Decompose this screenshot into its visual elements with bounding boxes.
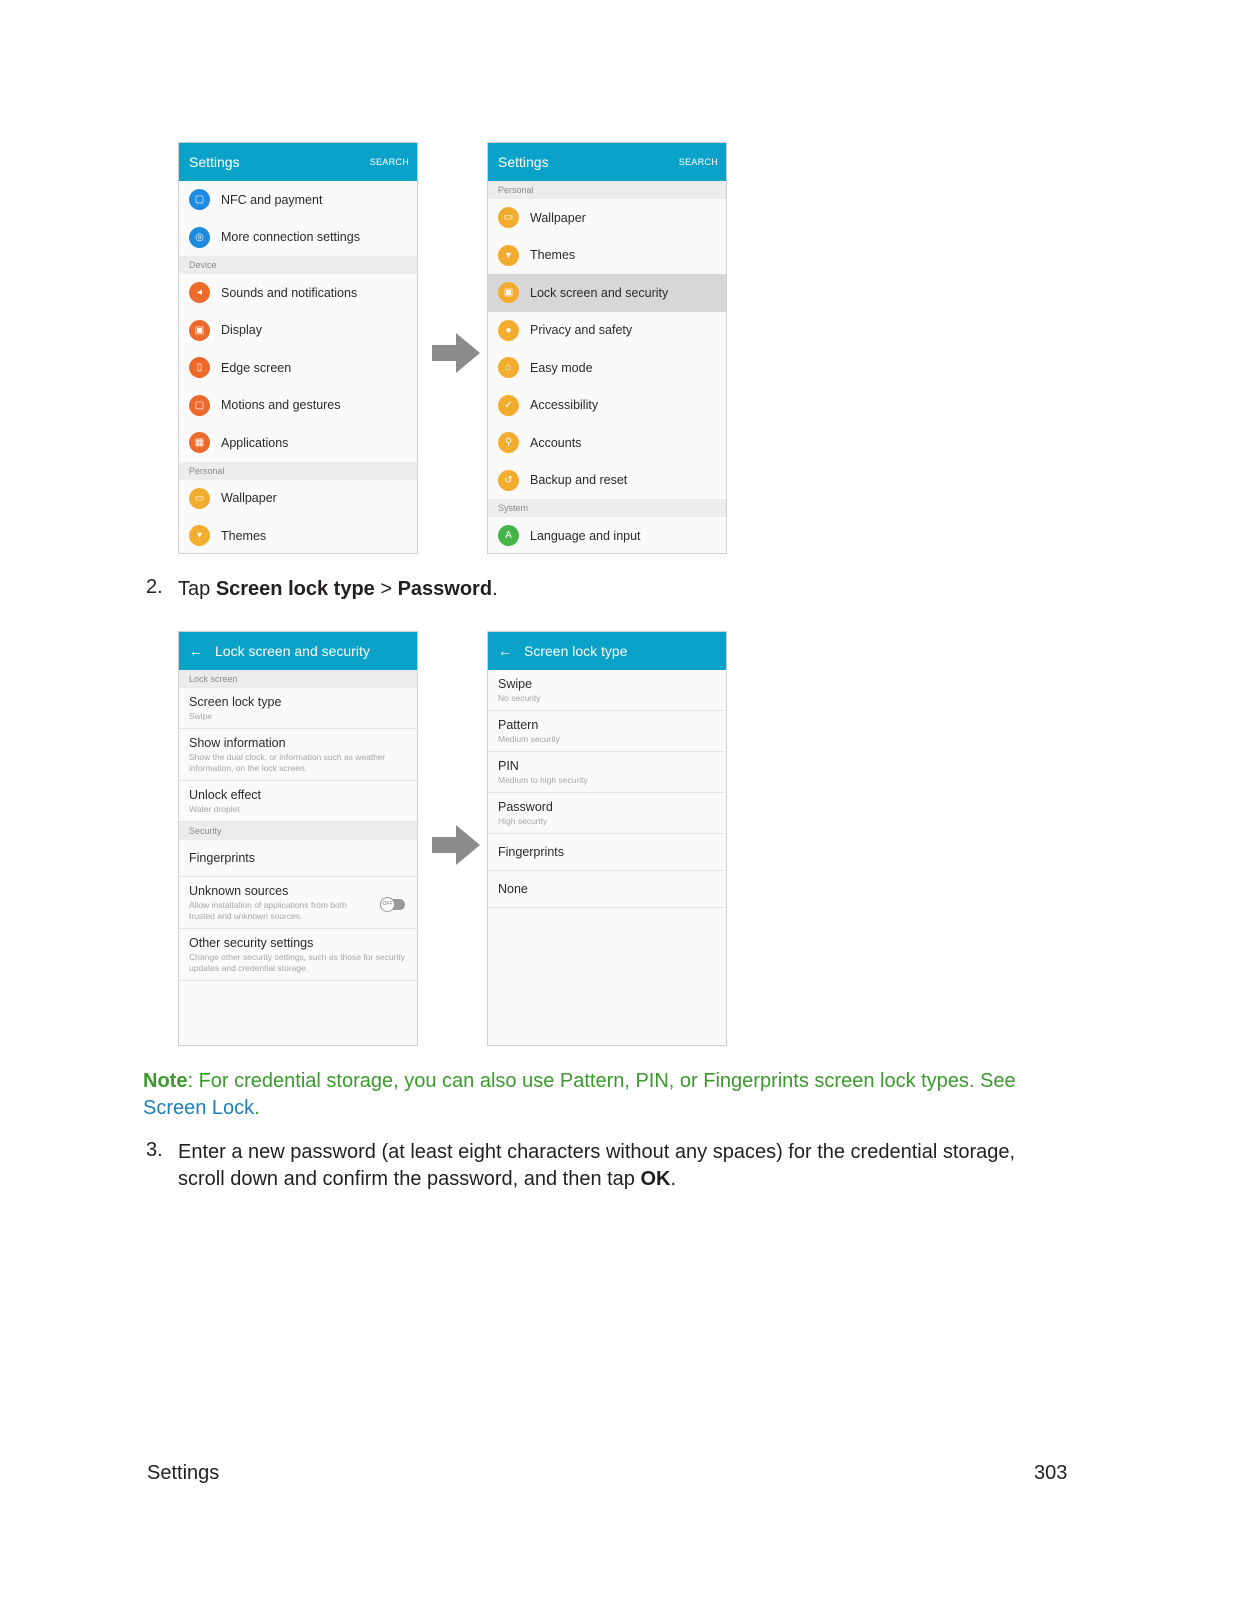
- settings-item[interactable]: [488, 387, 726, 425]
- search-button[interactable]: SEARCH: [369, 157, 409, 167]
- settings-item[interactable]: [488, 424, 726, 462]
- settings-item-label: Applications: [221, 435, 289, 450]
- settings-item[interactable]: [179, 387, 417, 425]
- settings-item-label: Wallpaper: [221, 491, 277, 506]
- list-item[interactable]: [488, 670, 726, 711]
- back-arrow-icon[interactable]: ←: [498, 643, 512, 659]
- settings-item-label: Wallpaper: [530, 210, 586, 225]
- list-item-title: PIN: [498, 759, 519, 773]
- settings-item[interactable]: [179, 480, 417, 518]
- list-item-title: Password: [498, 800, 553, 814]
- settings-item-label: Privacy and safety: [530, 323, 633, 338]
- list-item-subtitle: High security: [498, 816, 548, 826]
- settings-item[interactable]: [488, 274, 726, 312]
- settings-item[interactable]: [488, 312, 726, 350]
- themes-icon: ▾: [189, 525, 210, 546]
- settings-list: [488, 181, 726, 554]
- settings-item-label: Lock screen and security: [530, 285, 669, 300]
- themes-icon: ▾: [498, 245, 519, 266]
- settings-item-label: Themes: [530, 248, 576, 263]
- section-header: Personal: [179, 462, 417, 480]
- list-item-title: Swipe: [498, 677, 533, 691]
- step-text: Tap Screen lock type > Password.: [178, 578, 498, 600]
- section-header: System: [488, 499, 726, 517]
- app-bar: [179, 143, 417, 181]
- app-bar: [488, 632, 726, 670]
- settings-item-label: Motions and gestures: [221, 398, 341, 413]
- settings-item-label: Language and input: [530, 528, 641, 543]
- settings-item[interactable]: [488, 349, 726, 387]
- note-label: Note: [143, 1070, 188, 1092]
- list-item-subtitle: Change other security settings, such as those for security updates and credential storage.: [189, 952, 405, 973]
- list-item-title: Unknown sources: [189, 884, 289, 898]
- easy-mode-icon: ⌂: [498, 357, 519, 378]
- settings-item[interactable]: [488, 462, 726, 500]
- accounts-icon: ⚲: [498, 432, 519, 453]
- lock-screen-screenshot: [178, 631, 418, 1046]
- settings-item[interactable]: [179, 219, 417, 257]
- list-item-title: Other security settings: [189, 936, 314, 950]
- right-arrow-icon: [430, 331, 482, 375]
- accessibility-icon: ✓: [498, 395, 519, 416]
- settings-item[interactable]: [179, 349, 417, 387]
- list-item-subtitle: Show the dual clock, or information such as weather information, on the lock screen.: [189, 752, 386, 773]
- step-number: 3.: [146, 1139, 163, 1161]
- search-button[interactable]: SEARCH: [678, 157, 718, 167]
- nfc-icon: ▢: [189, 189, 210, 210]
- settings-item[interactable]: [179, 181, 417, 219]
- step-text: Enter a new password (at least eight characters without any spaces) for the credential storage, scroll down and confirm the password, and then tap OK.: [178, 1141, 1016, 1190]
- settings-item[interactable]: [488, 517, 726, 554]
- sound-icon: ◂: [189, 282, 210, 303]
- unknown-sources-toggle[interactable]: [380, 899, 405, 910]
- settings-list: [179, 181, 417, 554]
- list-item[interactable]: [179, 781, 417, 822]
- settings-list: [488, 670, 726, 908]
- section-header: Security: [179, 822, 417, 840]
- settings-item[interactable]: [179, 312, 417, 350]
- list-item[interactable]: [179, 729, 417, 781]
- section-header: Device: [179, 256, 417, 274]
- connection-icon: ◎: [189, 227, 210, 248]
- list-item[interactable]: [179, 840, 417, 877]
- settings-item-label: Easy mode: [530, 360, 593, 375]
- list-item[interactable]: [488, 871, 726, 908]
- settings-list: [179, 670, 417, 981]
- note: Note: For credential storage, you can also use Pattern, PIN, or Fingerprints screen lock types. See Screen Lock.: [143, 1070, 1016, 1119]
- section-header: Lock screen: [179, 670, 417, 688]
- app-bar: [179, 632, 417, 670]
- note-text: : For credential storage, you can also use Pattern, PIN, or Fingerprints screen lock types. See: [187, 1070, 1016, 1092]
- display-icon: ▣: [189, 320, 210, 341]
- list-item[interactable]: [488, 793, 726, 834]
- footer-section-name: Settings: [147, 1462, 220, 1484]
- app-bar-title: Settings: [498, 154, 549, 170]
- settings-screenshot-1: [178, 142, 418, 554]
- app-bar-title: Lock screen and security: [215, 643, 370, 659]
- settings-item-label: Display: [221, 323, 262, 338]
- settings-screenshot-2: [487, 142, 727, 554]
- list-item-subtitle: Swipe: [189, 711, 213, 721]
- backup-icon: ↺: [498, 470, 519, 491]
- list-item-subtitle: Medium to high security: [498, 775, 588, 785]
- list-item-subtitle: No security: [498, 693, 541, 703]
- wallpaper-icon: ▭: [498, 207, 519, 228]
- settings-item[interactable]: [488, 237, 726, 275]
- settings-item-label: Accessibility: [530, 398, 599, 413]
- list-item-title: Pattern: [498, 718, 539, 732]
- app-bar-title: Screen lock type: [524, 643, 628, 659]
- app-bar: [488, 143, 726, 181]
- list-item-title: Fingerprints: [189, 851, 255, 865]
- settings-item[interactable]: [179, 517, 417, 554]
- back-arrow-icon[interactable]: ←: [189, 643, 203, 659]
- list-item-title: Show information: [189, 736, 286, 750]
- screen-lock-type-screenshot: [487, 631, 727, 1046]
- step-number: 2.: [146, 576, 163, 598]
- page-number: 303: [1034, 1462, 1068, 1484]
- list-item-title: Screen lock type: [189, 695, 282, 709]
- settings-item-label: Edge screen: [221, 360, 292, 375]
- toggle-knob: OFF: [380, 897, 395, 912]
- motions-icon: ▢: [189, 395, 210, 416]
- list-item[interactable]: [488, 711, 726, 752]
- list-item[interactable]: [179, 688, 417, 729]
- list-item-subtitle: Water droplet: [189, 804, 240, 814]
- right-arrow-icon: [430, 823, 482, 867]
- edge-screen-icon: ▯: [189, 357, 210, 378]
- list-item[interactable]: [179, 877, 417, 929]
- applications-icon: ▦: [189, 432, 210, 453]
- list-item-subtitle: Medium security: [498, 734, 560, 744]
- settings-item-label: Sounds and notifications: [221, 285, 358, 300]
- list-item-title: None: [498, 882, 528, 896]
- list-item[interactable]: [179, 929, 417, 981]
- list-item-title: Fingerprints: [498, 845, 564, 859]
- settings-item[interactable]: [179, 424, 417, 462]
- list-item[interactable]: [488, 752, 726, 793]
- list-item[interactable]: [488, 834, 726, 871]
- app-bar-title: Settings: [189, 154, 240, 170]
- settings-item[interactable]: [179, 274, 417, 312]
- lock-icon: ▣: [498, 282, 519, 303]
- language-icon: A: [498, 525, 519, 546]
- section-header: Personal: [488, 181, 726, 199]
- list-item-subtitle: Allow installation of applications from both trusted and unknown sources.: [189, 900, 347, 921]
- settings-item-label: Themes: [221, 528, 267, 543]
- settings-item-label: Backup and reset: [530, 473, 628, 488]
- screen-lock-link[interactable]: Screen Lock: [143, 1097, 255, 1119]
- settings-item-label: Accounts: [530, 435, 582, 450]
- settings-item[interactable]: [488, 199, 726, 237]
- privacy-icon: ●: [498, 320, 519, 341]
- settings-item-label: More connection settings: [221, 230, 360, 245]
- settings-item-label: NFC and payment: [221, 192, 323, 207]
- list-item-title: Unlock effect: [189, 788, 262, 802]
- wallpaper-icon: ▭: [189, 488, 210, 509]
